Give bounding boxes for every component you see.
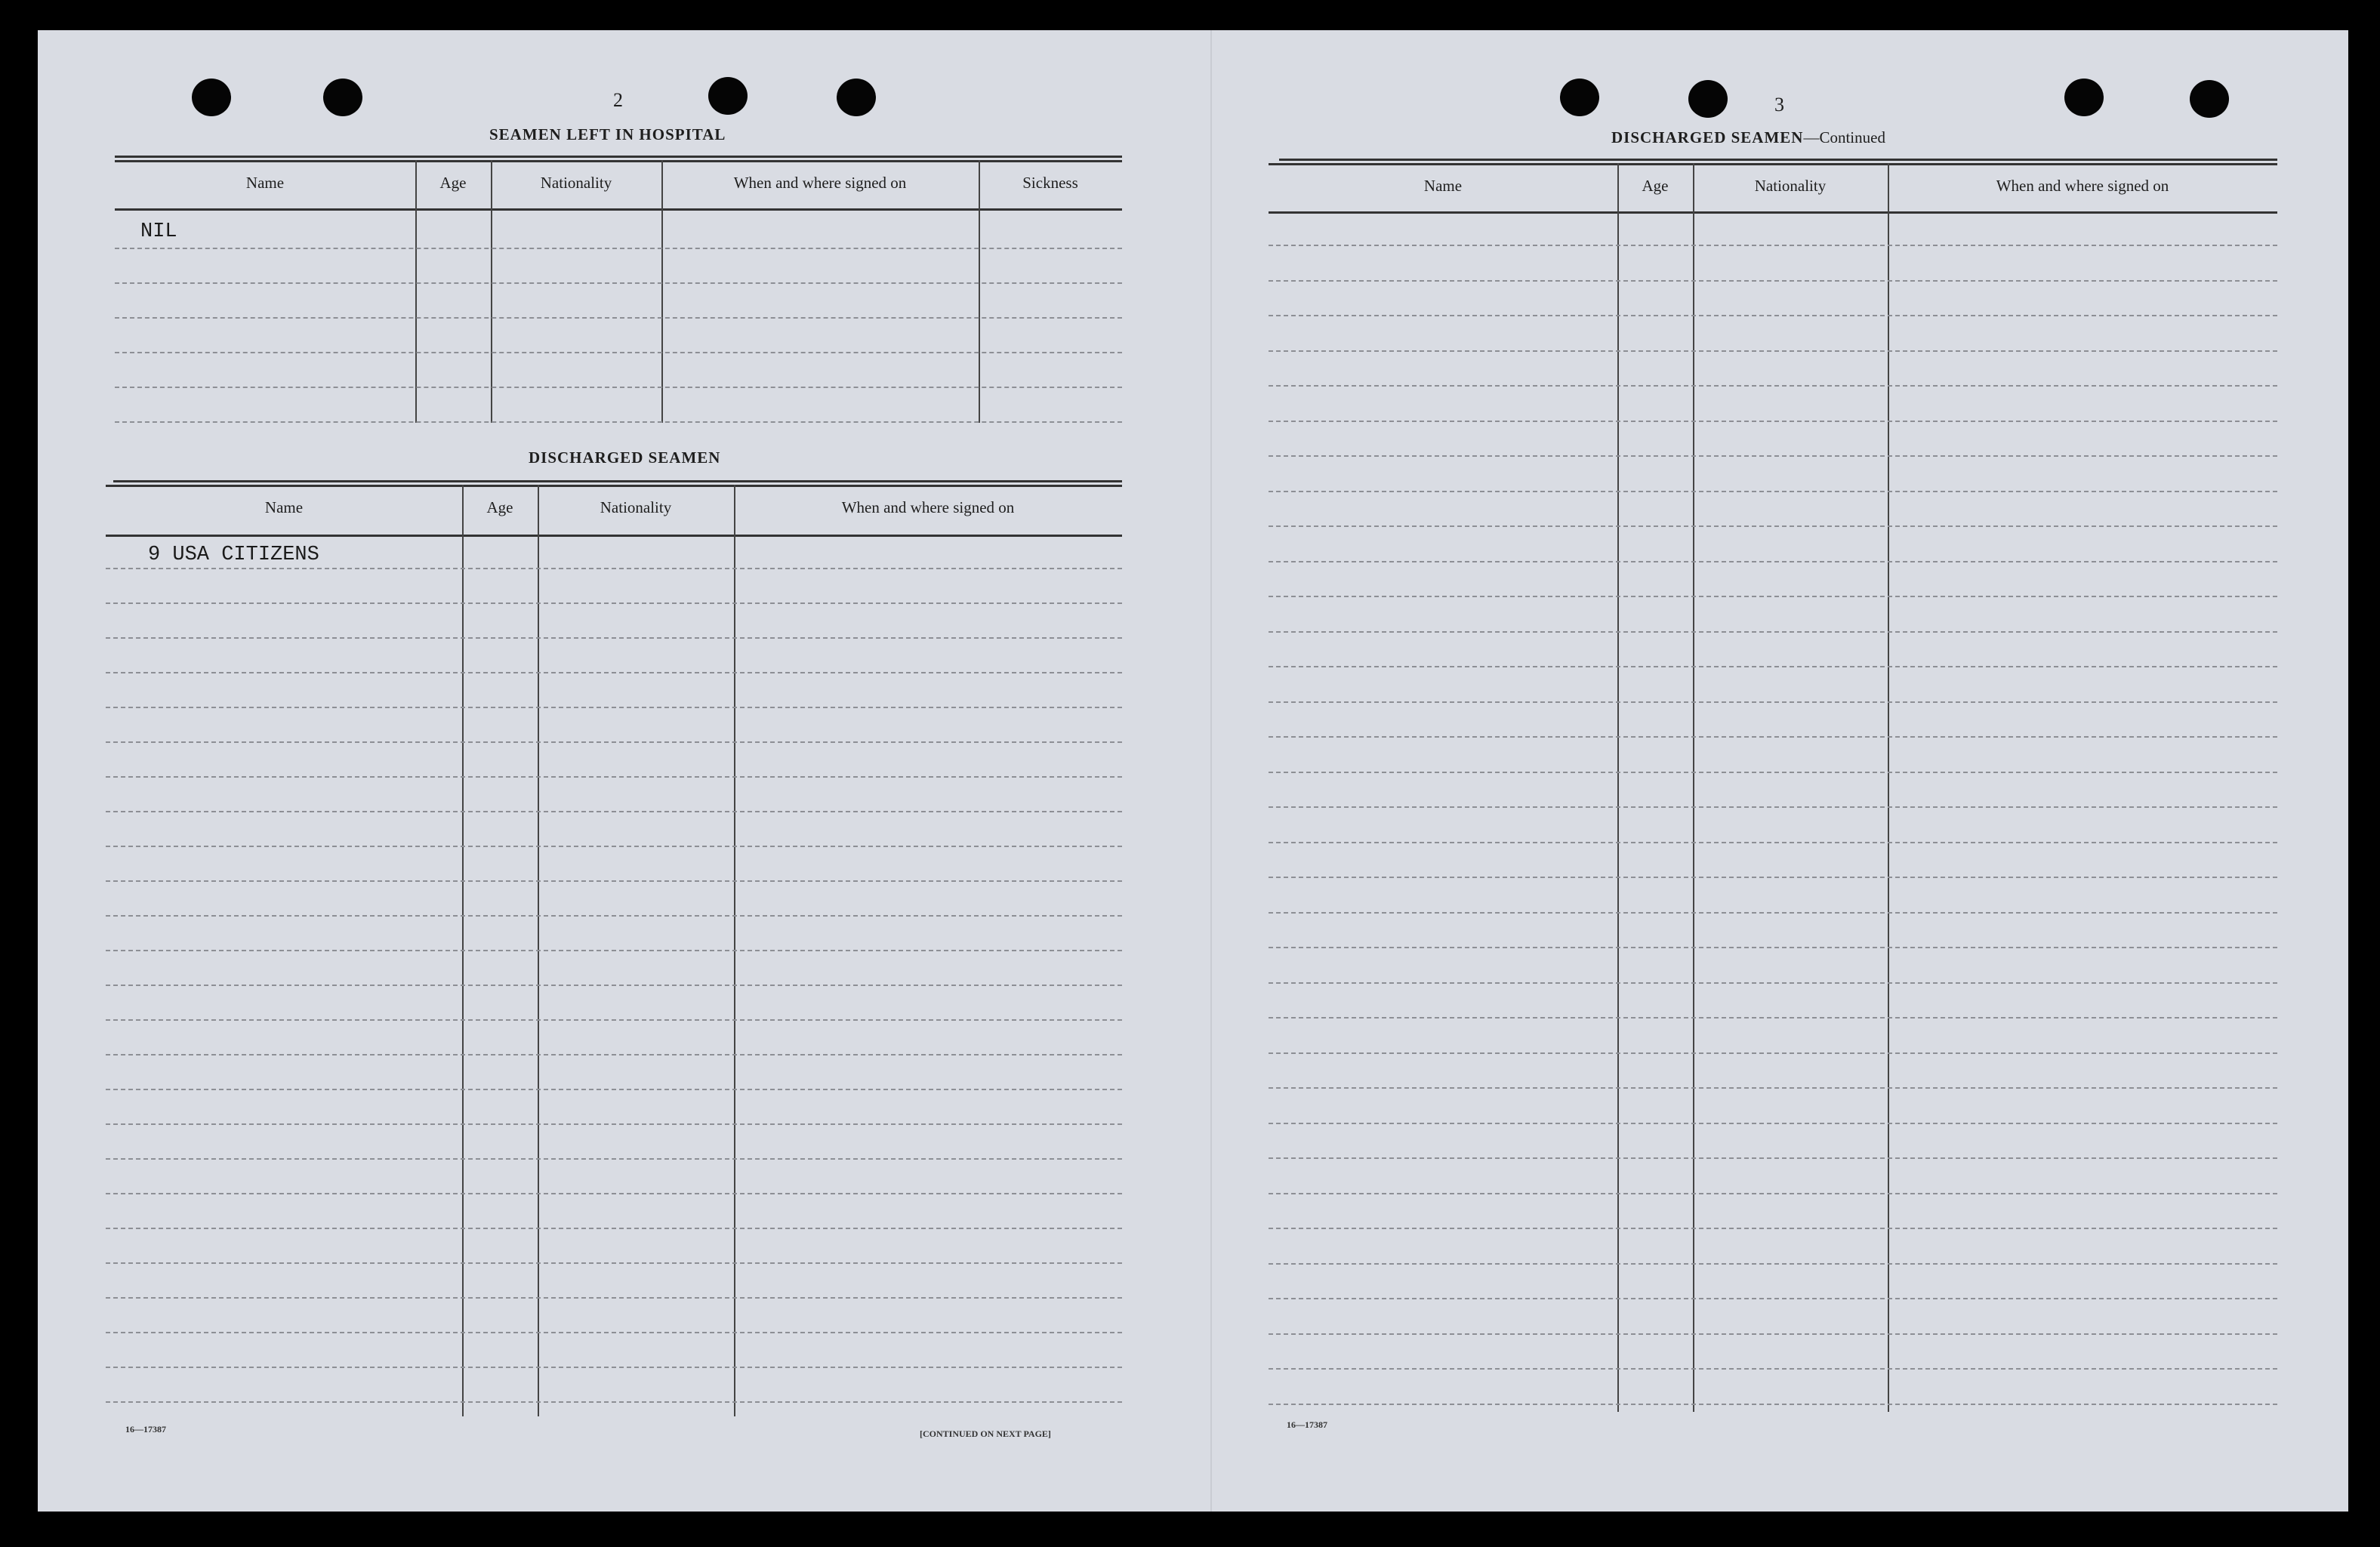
col-header-nationality: Nationality: [1754, 177, 1827, 195]
ruled-row-line: [1269, 1333, 2277, 1335]
ruled-row-line: [106, 1332, 1122, 1333]
ruled-row-line: [1269, 1228, 2277, 1229]
hospital-section-title: SEAMEN LEFT IN HOSPITAL: [489, 125, 726, 143]
ruled-row-line: [106, 741, 1122, 743]
page-number-right: 3: [1774, 94, 1784, 116]
ruled-row-line: [106, 1262, 1122, 1264]
ruled-row-line: [1269, 772, 2277, 773]
ruled-row-line: [106, 1228, 1122, 1229]
col-header-name: Name: [264, 498, 304, 516]
ruled-row-line: [1269, 1263, 2277, 1265]
ruled-row-line: [106, 985, 1122, 986]
ruled-row-line: [106, 1401, 1122, 1403]
ruled-row-line: [106, 672, 1122, 673]
discharged-table-right: [1269, 163, 2277, 1413]
ruled-row-line: [106, 915, 1122, 917]
ruled-row-line: [106, 1158, 1122, 1160]
col-header-signed-on: When and where signed on: [841, 498, 1015, 516]
punch-hole: [192, 79, 231, 116]
punch-hole: [1560, 79, 1599, 116]
ruled-row-line: [1269, 280, 2277, 282]
punch-hole: [323, 79, 362, 116]
ruled-row-line: [1269, 877, 2277, 878]
ruled-row-line: [106, 1367, 1122, 1368]
ruled-row-line: [106, 707, 1122, 708]
ruled-row-line: [1269, 1368, 2277, 1370]
ruled-row-line: [1269, 701, 2277, 703]
ruled-row-line: [106, 602, 1122, 604]
col-header-nationality: Nationality: [540, 174, 612, 192]
col-header-age: Age: [439, 174, 467, 192]
col-header-signed-on: When and where signed on: [1996, 177, 2169, 195]
hospital-table: [115, 160, 1122, 424]
ruled-row-line: [1269, 525, 2277, 527]
ruled-row-line: [106, 880, 1122, 882]
ruled-row-line: [1269, 1404, 2277, 1405]
col-header-age: Age: [1642, 177, 1669, 195]
ruled-row-line: [1269, 806, 2277, 808]
ruled-row-line: [1269, 1017, 2277, 1018]
punch-hole: [2064, 79, 2104, 116]
ruled-row-line: [106, 811, 1122, 812]
ruled-row-line: [1269, 350, 2277, 352]
ruled-row-line: [106, 1089, 1122, 1090]
ruled-row-line: [1269, 421, 2277, 422]
ruled-row-line: [106, 1019, 1122, 1021]
punch-hole: [708, 77, 748, 115]
hospital-entry: NIL: [140, 220, 177, 243]
ruled-row-line: [106, 1054, 1122, 1055]
ruled-row-line: [1269, 842, 2277, 843]
ruled-row-line: [106, 568, 1122, 569]
ruled-row-line: [1269, 736, 2277, 738]
ruled-row-line: [106, 846, 1122, 847]
ruled-row-line: [1269, 315, 2277, 316]
ruled-row-line: [1269, 982, 2277, 984]
ruled-row-line: [106, 1297, 1122, 1299]
ruled-row-line: [1269, 1087, 2277, 1089]
ruled-row-line: [1269, 385, 2277, 387]
ruled-row-line: [106, 1193, 1122, 1194]
form-number-right: 16—17387: [1287, 1419, 1327, 1430]
discharged-section-title: DISCHARGED SEAMEN: [529, 448, 721, 467]
ruled-row-line: [1269, 1157, 2277, 1159]
title-rule: [115, 156, 1122, 158]
discharged-table-left: [106, 485, 1122, 1418]
continued-note: [CONTINUED ON NEXT PAGE]: [920, 1428, 1051, 1439]
ruled-row-line: [1269, 455, 2277, 457]
ruled-row-line: [1269, 1123, 2277, 1124]
col-header-name: Name: [245, 174, 285, 192]
title-rule: [113, 480, 1122, 482]
ruled-row-line: [106, 637, 1122, 639]
ruled-row-line: [1269, 1193, 2277, 1194]
col-header-age: Age: [486, 498, 513, 516]
punch-hole: [837, 79, 876, 116]
punch-hole: [1688, 80, 1728, 118]
col-header-signed-on: When and where signed on: [733, 174, 907, 192]
ruled-row-line: [1269, 1298, 2277, 1299]
ruled-row-line: [1269, 666, 2277, 667]
page-fold: [1210, 30, 1212, 1512]
ruled-row-line: [1269, 631, 2277, 633]
ruled-row-line: [1269, 245, 2277, 246]
col-header-name: Name: [1423, 177, 1463, 195]
ruled-row-line: [106, 1123, 1122, 1125]
title-rule: [1279, 159, 2277, 161]
form-number-left: 16—17387: [125, 1424, 166, 1435]
ruled-row-line: [1269, 912, 2277, 914]
col-header-sickness: Sickness: [1022, 174, 1078, 192]
punch-hole: [2190, 80, 2229, 118]
ruled-row-line: [1269, 596, 2277, 597]
ruled-row-line: [1269, 561, 2277, 562]
discharged-entry: 9 USA CITIZENS: [148, 544, 319, 566]
col-header-nationality: Nationality: [600, 498, 672, 516]
ruled-row-line: [1269, 491, 2277, 492]
page-number-left: 2: [613, 89, 623, 111]
ruled-row-line: [1269, 1052, 2277, 1054]
ruled-row-line: [1269, 947, 2277, 948]
ruled-row-line: [106, 950, 1122, 951]
ruled-row-line: [106, 776, 1122, 778]
discharged-continued-title: DISCHARGED SEAMEN—Continued: [1611, 128, 1885, 146]
